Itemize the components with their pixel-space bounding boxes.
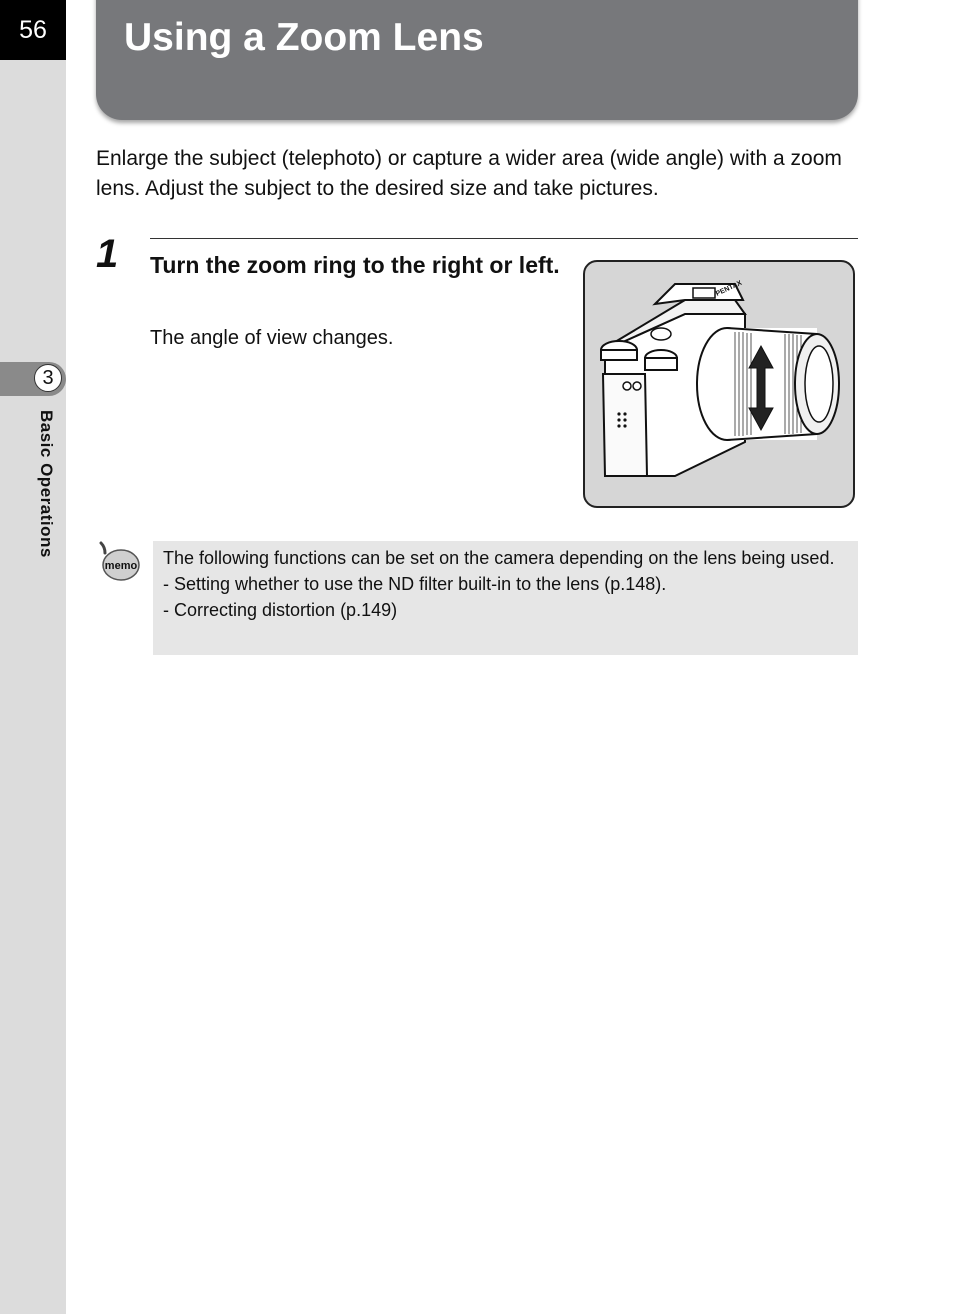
memo-box — [153, 541, 858, 655]
intro-paragraph: Enlarge the subject (telephoto) or capture a wider area (wide angle) with a zoom lens. Adjust the subject to the desired size and take pictures. — [96, 147, 842, 200]
memo-icon — [97, 541, 141, 583]
step-divider — [150, 238, 858, 239]
memo-line: - Setting whether to use the ND filter built-in to the lens (p.148). — [163, 574, 667, 594]
camera-zoom-ring-icon — [585, 262, 853, 506]
memo-line: The following functions can be set on the camera depending on the lens being used. — [163, 548, 835, 568]
step-body: The angle of view changes. — [150, 327, 394, 349]
sidebar — [0, 0, 66, 1314]
chapter-label: Basic Operations — [37, 410, 56, 558]
page-number: 56 — [0, 0, 66, 60]
page-title: Using a Zoom Lens — [124, 16, 484, 59]
camera-illustration — [583, 260, 855, 508]
memo-icon-label: memo — [104, 560, 138, 572]
brand-text: PENTAX — [714, 279, 744, 298]
memo-line: - Correcting distortion (p.149) — [163, 600, 398, 620]
chapter-number: 3 — [34, 364, 62, 392]
step-heading: Turn the zoom ring to the right or left. — [150, 252, 560, 278]
step-number: 1 — [96, 232, 119, 276]
